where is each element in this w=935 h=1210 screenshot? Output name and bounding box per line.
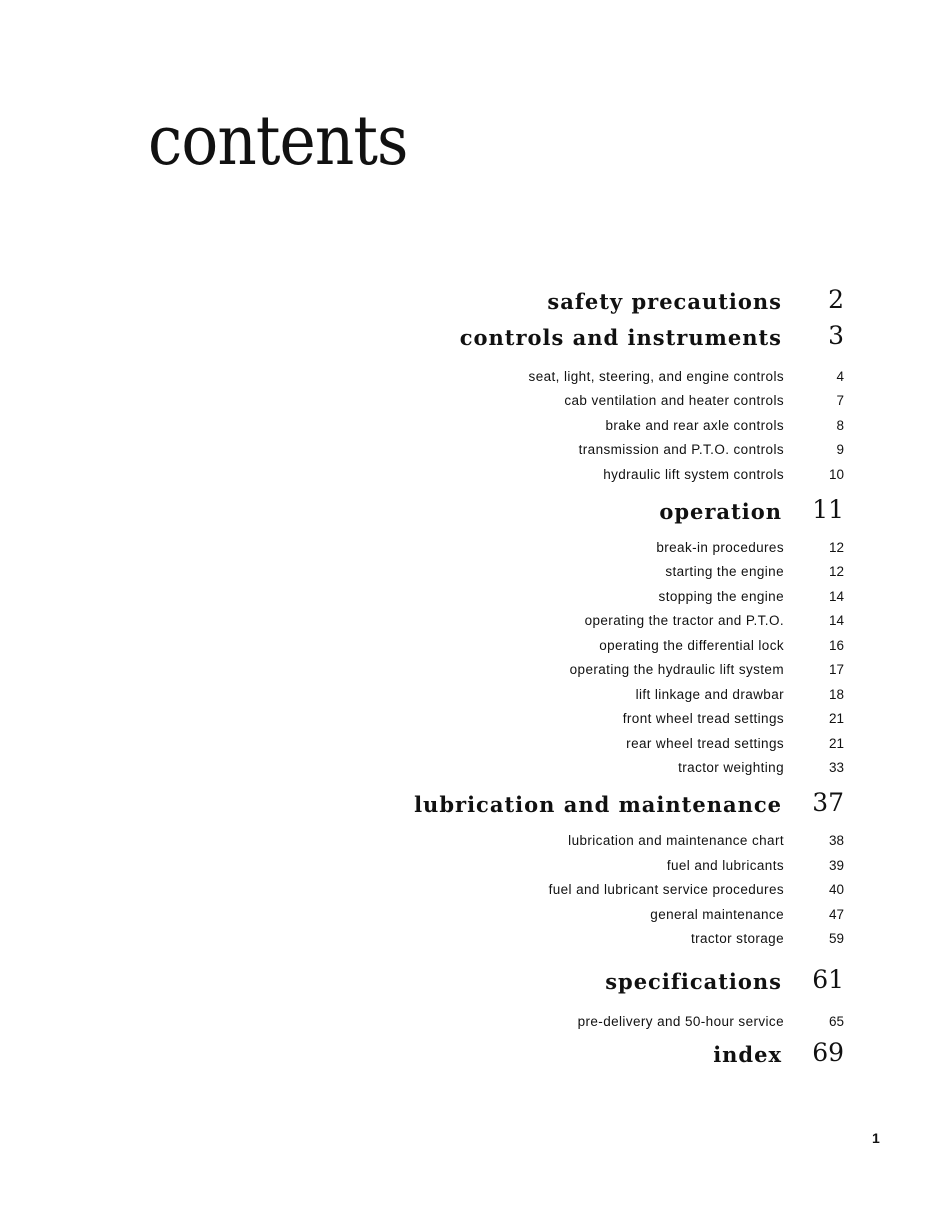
toc-item-title: lift linkage and drawbar (635, 686, 784, 702)
toc-item-title: starting the engine (665, 563, 784, 579)
toc-item-title: rear wheel tread settings (626, 735, 784, 751)
toc-item (0, 998, 935, 1028)
toc-section (0, 962, 935, 992)
toc-item-title: tractor weighting (678, 759, 784, 775)
toc-item-title: operating the hydraulic lift system (569, 661, 784, 677)
toc-page-number: 2 (828, 285, 844, 314)
toc-section (0, 785, 935, 815)
toc-item-title: general maintenance (650, 906, 784, 922)
toc-page-number: 17 (828, 661, 844, 677)
toc-page-number: 7 (836, 392, 844, 408)
toc-page-number: 33 (828, 759, 844, 775)
toc-page-number: 11 (812, 495, 844, 524)
toc-page-number: 18 (828, 686, 844, 702)
toc-item-title: transmission and P.T.O. controls (578, 441, 784, 457)
toc-item-title: cab ventilation and heater controls (564, 392, 784, 408)
toc-page-number: 3 (828, 321, 844, 350)
toc-page-number: 8 (836, 417, 844, 433)
toc-page-number: 4 (836, 368, 844, 384)
toc-page-number: 16 (828, 637, 844, 653)
toc-section-title: lubrication and maintenance (414, 792, 782, 817)
toc-page-number: 69 (812, 1038, 844, 1067)
toc-page-number: 12 (828, 539, 844, 555)
toc-section-title: specifications (605, 969, 782, 994)
toc-page-number: 65 (828, 1013, 844, 1029)
toc-item-title: hydraulic lift system controls (603, 466, 784, 482)
toc-page-number: 9 (836, 441, 844, 457)
toc-section (0, 318, 935, 348)
toc-section-title: controls and instruments (459, 325, 782, 350)
toc-section-title: safety precautions (547, 289, 782, 314)
toc-item-title: brake and rear axle controls (605, 417, 784, 433)
toc-item-title: operating the differential lock (599, 637, 784, 653)
toc-item-title: stopping the engine (658, 588, 784, 604)
page-number: 1 (872, 1130, 880, 1146)
toc-item-title: seat, light, steering, and engine controls (528, 368, 784, 384)
toc-page-number: 38 (828, 832, 844, 848)
toc-page-number: 21 (828, 735, 844, 751)
toc-item-title: fuel and lubricants (666, 857, 784, 873)
toc-item (0, 451, 935, 481)
toc-section (0, 1035, 935, 1065)
toc-page-number: 47 (828, 906, 844, 922)
toc-page-number: 14 (828, 588, 844, 604)
toc-item (0, 915, 935, 945)
toc-section (0, 492, 935, 522)
toc-page-number: 40 (828, 881, 844, 897)
toc-item-title: break-in procedures (656, 539, 784, 555)
toc-page-number: 14 (828, 612, 844, 628)
toc-page-number: 37 (812, 788, 844, 817)
toc-item-title: tractor storage (690, 930, 784, 946)
toc-item-title: operating the tractor and P.T.O. (584, 612, 784, 628)
toc-item (0, 744, 935, 774)
toc-item-title: lubrication and maintenance chart (568, 832, 784, 848)
toc-page-number: 61 (812, 965, 844, 994)
toc-section-title: index (713, 1042, 782, 1067)
toc-section-title: operation (659, 499, 782, 524)
toc-page-number: 10 (828, 466, 844, 482)
toc-section (0, 282, 935, 312)
toc-item-title: pre-delivery and 50-hour service (577, 1013, 784, 1029)
page-title: contents (148, 102, 408, 181)
toc-page-number: 39 (828, 857, 844, 873)
toc-item-title: front wheel tread settings (622, 710, 784, 726)
toc-item-title: fuel and lubricant service procedures (548, 881, 784, 897)
toc-page-number: 21 (828, 710, 844, 726)
toc-page-number: 12 (828, 563, 844, 579)
toc-page-number: 59 (828, 930, 844, 946)
